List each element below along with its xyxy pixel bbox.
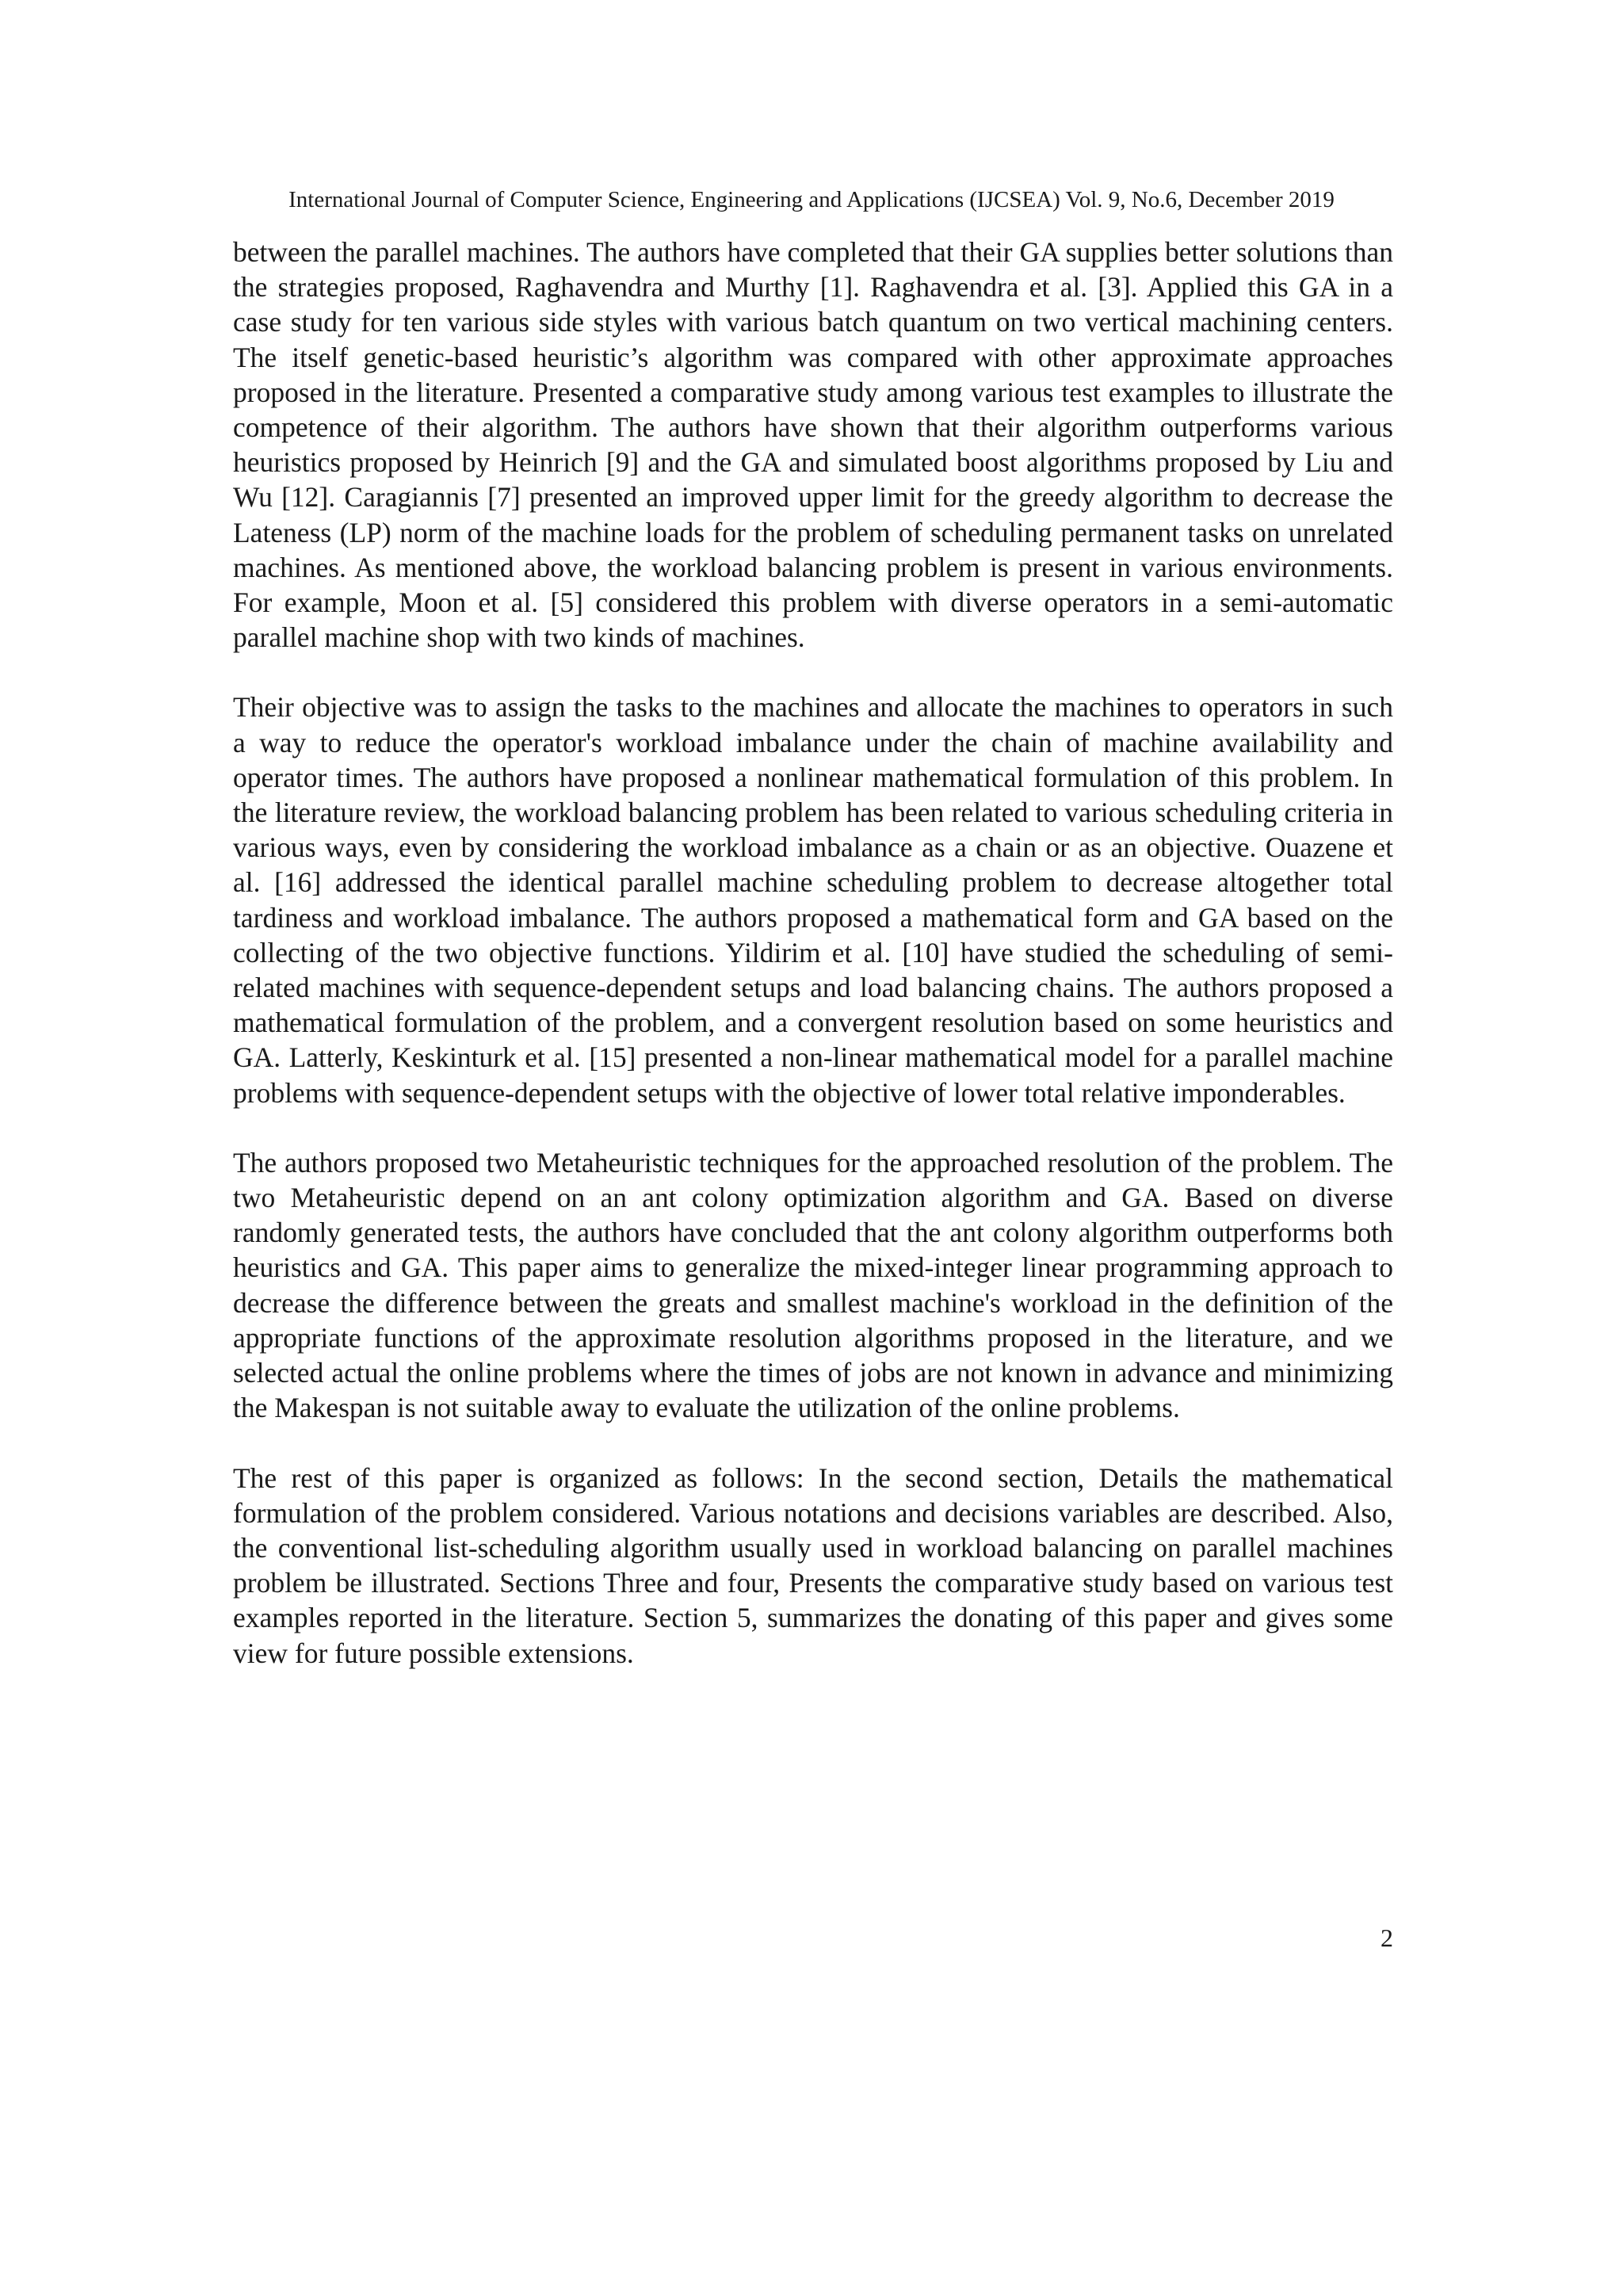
page-number: 2 xyxy=(1381,1924,1393,1952)
paragraph-1: between the parallel machines. The authors have completed that their GA supplies better solutions than the strategies proposed, Raghavendra and Murthy [1]. Raghavendra et al. [3]. Applied this GA in a case study for ten various side styles with various batch quantum on two vertical machining centers. The itself genetic-based heuristic’s algorithm was compared with other approximate approaches proposed in the literature. Presented a comparative study among various test examples to illustrate the competence of their algorithm. The authors have shown that their algorithm outperforms various heuristics proposed by Heinrich [9] and the GA and simulated boost algorithms proposed by Liu and Wu [12]. Caragiannis [7] presented an improved upper limit for the greedy algorithm to decrease the Lateness (LP) norm of the machine loads for the problem of scheduling permanent tasks on unrelated machines. As mentioned above, the workload balancing problem is present in various environments. For example, Moon et al. [5] considered this problem with diverse operators in a semi-automatic parallel machine shop with two kinds of machines. xyxy=(233,236,1393,654)
journal-running-header: International Journal of Computer Science, Engineering and Applications (IJCSEA) Vol. 9, No.6, December 2019 xyxy=(288,187,1335,212)
paragraph-2: Their objective was to assign the tasks to the machines and allocate the machines to operators in such a way to reduce the operator's workload imbalance under the chain of machine availability and operator times. The authors have proposed a nonlinear mathematical formulation of this problem. In the literature review, the workload balancing problem has been related to various scheduling criteria in various ways, even by considering the workload imbalance as a chain or as an objective. Ouazene et al. [16] addressed the identical parallel machine scheduling problem to decrease altogether total tardiness and workload imbalance. The authors proposed a mathematical form and GA based on the collecting of the two objective functions. Yildirim et al. [10] have studied the scheduling of semi-related machines with sequence-dependent setups and load balancing chains. The authors proposed a mathematical formulation of the problem, and a convergent resolution based on some heuristics and GA. Latterly, Keskinturk et al. [15] presented a non-linear mathematical model for a parallel machine problems with sequence-dependent setups with the objective of lower total relative imponderables. xyxy=(233,691,1393,1109)
paragraph-4: The rest of this paper is organized as follows: In the second section, Details the mathematical formulation of the problem considered. Various notations and decisions variables are described. Also, the conventional list-scheduling algorithm usually used in workload balancing on parallel machines problem be illustrated. Sections Three and four, Presents the comparative study based on various test examples reported in the literature. Section 5, summarizes the donating of this paper and gives some view for future possible extensions. xyxy=(233,1461,1393,1669)
paragraph-3: The authors proposed two Metaheuristic techniques for the approached resolution of the problem. The two Metaheuristic depend on an ant colony optimization algorithm and GA. Based on diverse randomly generated tests, the authors have concluded that the ant colony algorithm outperforms both heuristics and GA. This paper aims to generalize the mixed-integer linear programming approach to decrease the difference between the greats and smallest machine's workload in the definition of the appropriate functions of the approximate resolution algorithms proposed in the literature, and we selected actual the online problems where the times of jobs are not known in advance and minimizing the Makespan is not suitable away to evaluate the utilization of the online problems. xyxy=(233,1146,1393,1424)
article-body xyxy=(233,235,1393,1706)
